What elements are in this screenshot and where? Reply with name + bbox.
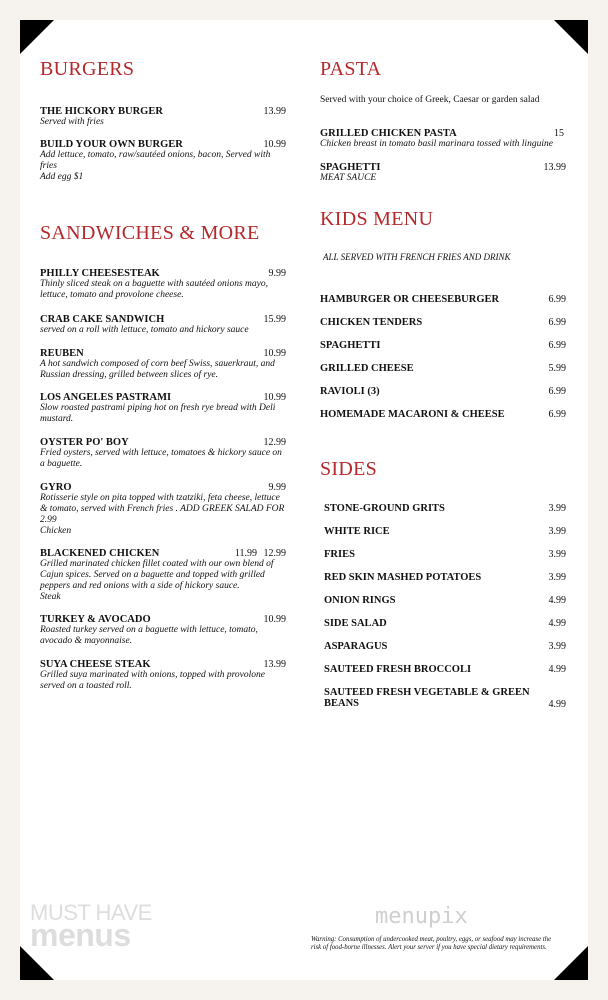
item-description: A hot sandwich composed of corn beef Swiss, sauerkraut, and Russian dressing, grilled between slices of rye. <box>40 359 275 380</box>
menu-item <box>324 618 570 629</box>
item-description: served on a roll with lettuce, tomato and hickory sauce <box>40 325 249 335</box>
item-price: 4.99 <box>548 595 566 606</box>
item-description: Add lettuce, tomato, raw/sautéed onions, bacon, Served with fries <box>40 150 271 171</box>
menu-item <box>40 482 286 537</box>
item-price: 3.99 <box>548 549 566 560</box>
item-name: CHICKEN TENDERS <box>320 317 423 328</box>
item-extra: Chicken <box>40 526 72 536</box>
menu-item <box>320 386 566 397</box>
item-price: 5.99 <box>548 363 566 374</box>
item-price: 9.99 <box>268 268 286 279</box>
kids-heading: KIDS MENU <box>320 208 434 230</box>
menu-item <box>40 392 286 425</box>
item-name: THE HICKORY BURGER <box>40 106 163 117</box>
item-name: ASPARAGUS <box>324 641 388 652</box>
item-name: RAVIOLI (3) <box>320 386 380 397</box>
item-description: Grilled marinated chicken fillet coated with our own blend of Cajun spices. Served on a baguette and topped with grilled peppers and red onions with a side of hickory sauce. <box>40 559 274 591</box>
item-price: 13.99 <box>263 106 286 117</box>
item-price: 6.99 <box>548 294 566 305</box>
item-description: Slow roasted pastrami piping hot on fresh rye bread with Deli mustard. <box>40 403 276 424</box>
item-price: 6.99 <box>548 386 566 397</box>
menu-item <box>320 340 566 351</box>
item-price: 12.99 <box>263 437 286 448</box>
menu-item <box>40 348 286 381</box>
item-description: Chicken breast in tomato basil marinara tossed with linguine <box>320 139 553 149</box>
menu-item <box>40 659 286 692</box>
item-name: OYSTER PO' BOY <box>40 437 129 448</box>
menu-item <box>40 106 286 128</box>
menu-item <box>40 314 286 336</box>
item-name: ONION RINGS <box>324 595 396 606</box>
left-column <box>40 58 286 698</box>
menu-item <box>324 549 570 560</box>
menu-item <box>320 317 566 328</box>
item-name: SPAGHETTI <box>320 162 381 173</box>
right-column <box>320 58 566 718</box>
item-price: 6.99 <box>548 409 566 420</box>
menu-item <box>324 572 570 583</box>
menu-item <box>320 128 566 150</box>
menu-item <box>324 595 570 606</box>
item-name: RED SKIN MASHED POTATOES <box>324 572 482 583</box>
item-price: 3.99 <box>548 503 566 514</box>
menupix-watermark: menupix <box>375 904 468 929</box>
logo-bottom-text: menus <box>30 917 131 953</box>
item-price: 10.99 <box>263 614 286 625</box>
menu-item <box>324 503 570 514</box>
item-name: SIDE SALAD <box>324 618 387 629</box>
item-name: SUYA CHEESE STEAK <box>40 659 151 670</box>
logo-top-text: MUST HAVE <box>30 900 152 925</box>
item-price-alt: 11.99 <box>234 548 257 559</box>
item-price: 4.99 <box>548 618 566 629</box>
item-description: Served with fries <box>40 117 104 127</box>
item-name: TURKEY & AVOCADO <box>40 614 151 625</box>
item-name: SPAGHETTI <box>320 340 381 351</box>
item-name: BLACKENED CHICKEN <box>40 548 160 559</box>
menu-item <box>320 409 566 420</box>
item-name: CRAB CAKE SANDWICH <box>40 314 165 325</box>
item-price: 10.99 <box>263 348 286 359</box>
menu-item <box>324 641 570 652</box>
item-price: 15 <box>554 128 564 139</box>
item-price: 10.99 <box>263 392 286 403</box>
item-description: MEAT SAUCE <box>320 173 377 183</box>
menu-item <box>40 139 286 183</box>
item-price: 9.99 <box>268 482 286 493</box>
item-description: Roasted turkey served on a baguette with lettuce, tomato, avocado & mayonnaise. <box>40 625 258 646</box>
item-price: 6.99 <box>548 340 566 351</box>
sides-heading: SIDES <box>320 458 378 480</box>
pasta-note: Served with your choice of Greek, Caesar or garden salad <box>320 95 540 105</box>
menu-item <box>40 548 286 603</box>
item-extra: Add egg $1 <box>40 172 84 182</box>
item-description: Fried oysters, served with lettuce, tomatoes & hickory sauce on a baguette. <box>40 448 282 469</box>
item-price: 3.99 <box>548 572 566 583</box>
menu-item <box>324 664 570 675</box>
item-name: STONE-GROUND GRITS <box>324 503 445 514</box>
item-price: 3.99 <box>548 641 566 652</box>
menu-item <box>320 294 566 305</box>
item-name: WHITE RICE <box>324 526 390 537</box>
menu-item <box>324 687 570 709</box>
item-name: GRILLED CHEESE <box>320 363 414 374</box>
item-name: SAUTEED FRESH BROCCOLI <box>324 664 472 675</box>
menu-item <box>40 437 286 470</box>
corner-decoration <box>554 946 588 980</box>
item-price: 15.99 <box>263 314 286 325</box>
musthavemenus-logo <box>30 900 152 953</box>
item-price: 6.99 <box>548 317 566 328</box>
menu-item <box>40 614 286 647</box>
menu-item <box>40 268 286 301</box>
sandwiches-heading: SANDWICHES & MORE <box>40 222 260 244</box>
item-price: 13.99 <box>543 162 566 173</box>
food-warning: Warning: Consumption of undercooked meat, poultry, eggs, or seafood may increase the risk of food-borne illnesses. Alert your server if you have special dietary requirements. <box>311 936 552 951</box>
item-name: HAMBURGER OR CHEESEBURGER <box>320 294 500 305</box>
item-name: HOMEMADE MACARONI & CHEESE <box>320 409 505 420</box>
item-name: LOS ANGELES PASTRAMI <box>40 392 172 403</box>
item-price: 12.99 <box>263 548 286 559</box>
item-price: 3.99 <box>548 526 566 537</box>
item-price: 10.99 <box>263 139 286 150</box>
item-name: BUILD YOUR OWN BURGER <box>40 139 183 150</box>
kids-note: ALL SERVED WITH FRENCH FRIES AND DRINK <box>323 252 511 262</box>
item-name: SAUTEED FRESH VEGETABLE & GREEN BEANS <box>324 687 530 709</box>
item-name: FRIES <box>324 549 355 560</box>
item-name: GRILLED CHICKEN PASTA <box>320 128 457 139</box>
pasta-heading: PASTA <box>320 58 382 80</box>
corner-decoration <box>20 20 54 54</box>
item-price: 4.99 <box>548 664 566 675</box>
item-description: Grilled suya marinated with onions, topped with provolone served on a toasted roll. <box>40 670 265 691</box>
corner-decoration <box>554 20 588 54</box>
menu-item <box>324 526 570 537</box>
item-name: PHILLY CHEESESTEAK <box>40 268 160 279</box>
item-description: Thinly sliced steak on a baguette with sautéed onions mayo, lettuce, tomato and provolone cheese. <box>40 279 268 300</box>
menu-item <box>320 162 566 184</box>
item-description: Rotisserie style on pita topped with tzatziki, feta cheese, lettuce & tomato, served with French fries . ADD GREEK SALAD FOR 2.99 <box>40 493 285 525</box>
item-name: GYRO <box>40 482 72 493</box>
item-price: 13.99 <box>263 659 286 670</box>
item-extra: Steak <box>40 592 61 602</box>
item-name: REUBEN <box>40 348 84 359</box>
item-price: 4.99 <box>548 699 566 710</box>
burgers-heading: BURGERS <box>40 58 135 80</box>
menu-item <box>320 363 566 374</box>
